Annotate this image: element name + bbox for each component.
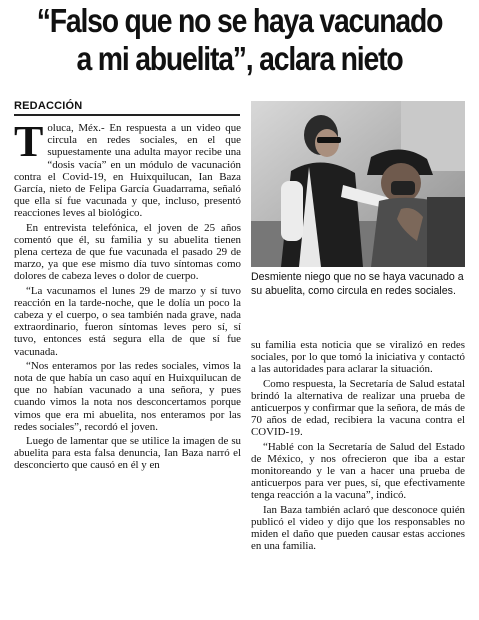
lead-paragraph: [14, 117, 241, 220]
body-paragraph: su familia esta noticia que se viralizó en redes sociales, por lo que tomó la iniciativa y contactó a las autoridades para aclarar la situación.: [251, 339, 465, 376]
body-paragraph: “La vacunamos el lunes 29 de marzo y sí tuvo reacción en la tarde-noche, que le dolía un poco la cabeza y el cuerpo, o sea también nada grave, nada extraordinario, fueron síntomas leves pero sí, sí tuvo, entonces está segura ella de que sí fue vacunada.: [14, 284, 241, 358]
photo-caption: Desmiente niego que no se haya vacunado a su abuelita, como circula en redes sociales.: [251, 271, 464, 298]
byline: REDACCIÓN: [14, 100, 240, 116]
article-column-right: [251, 339, 465, 554]
vaccination-photo-illustration: [251, 101, 465, 267]
drop-cap: T: [14, 117, 44, 166]
article-column-left: [14, 117, 241, 474]
headline: [34, 2, 446, 78]
body-paragraph: Como respuesta, la Secretaría de Salud estatal brindó la alternativa de realizar una prueba de anticuerpos y confirmar que la señora, de más de 70 años de edad, recibiera la vacuna contra el COVID-19.: [251, 377, 465, 439]
body-paragraph: Ian Baza también aclaró que desconoce quién publicó el video y dijo que los responsables no miden el daño que pueden causar estas acciones en una familia.: [251, 503, 465, 553]
lead-text: oluca, Méx.- En respuesta a un video que circula en redes sociales, en el que supuestamente una adulta mayor recibe una “dosis vacía” en un módulo de vacunación contra el Covid-19, en Huixquilucan, Ian Baza García, nieto de Felipa García Guadarrama, señaló que ella sí fue vacunada y que, incluso, presentó reacciones leves al biológico.: [14, 122, 241, 220]
body-paragraph: “Nos enteramos por las redes sociales, vimos la nota de que había un caso aquí en Huixquilucan de que no habían vacunado a una señora, y pues cuando vimos la nota nos desconcertamos porque vimos que era mi abuelita, nos enteramos por las redes sociales”, recordó el joven.: [14, 359, 241, 433]
body-paragraph: “Hablé con la Secretaría de Salud del Estado de México, y nos ofrecieron que iba a estar monitoreando y le van a hacer una prueba de anticuerpos para ver pues, sí, que efectivamente tenga reacción a la vacuna”, indicó.: [251, 440, 465, 502]
news-photo: [251, 101, 465, 267]
headline-line-1: “Falso que no se haya vacunado: [36, 2, 443, 39]
headline-line-2: a mi abuelita”, aclara nieto: [76, 40, 403, 77]
body-paragraph: En entrevista telefónica, el joven de 25 años comentó que él, su familia y su abuelita tienen plena certeza de que fue vacunada el pasado 29 de marzo, ya que ese mismo día tuvo síntomas como dolores de cabeza leves o dolor de cuerpo.: [14, 221, 241, 283]
body-paragraph: Luego de lamentar que se utilice la imagen de su abuelita para esta falsa denuncia, Ian Baza narró el desconcierto que causó en él y en: [14, 435, 241, 472]
